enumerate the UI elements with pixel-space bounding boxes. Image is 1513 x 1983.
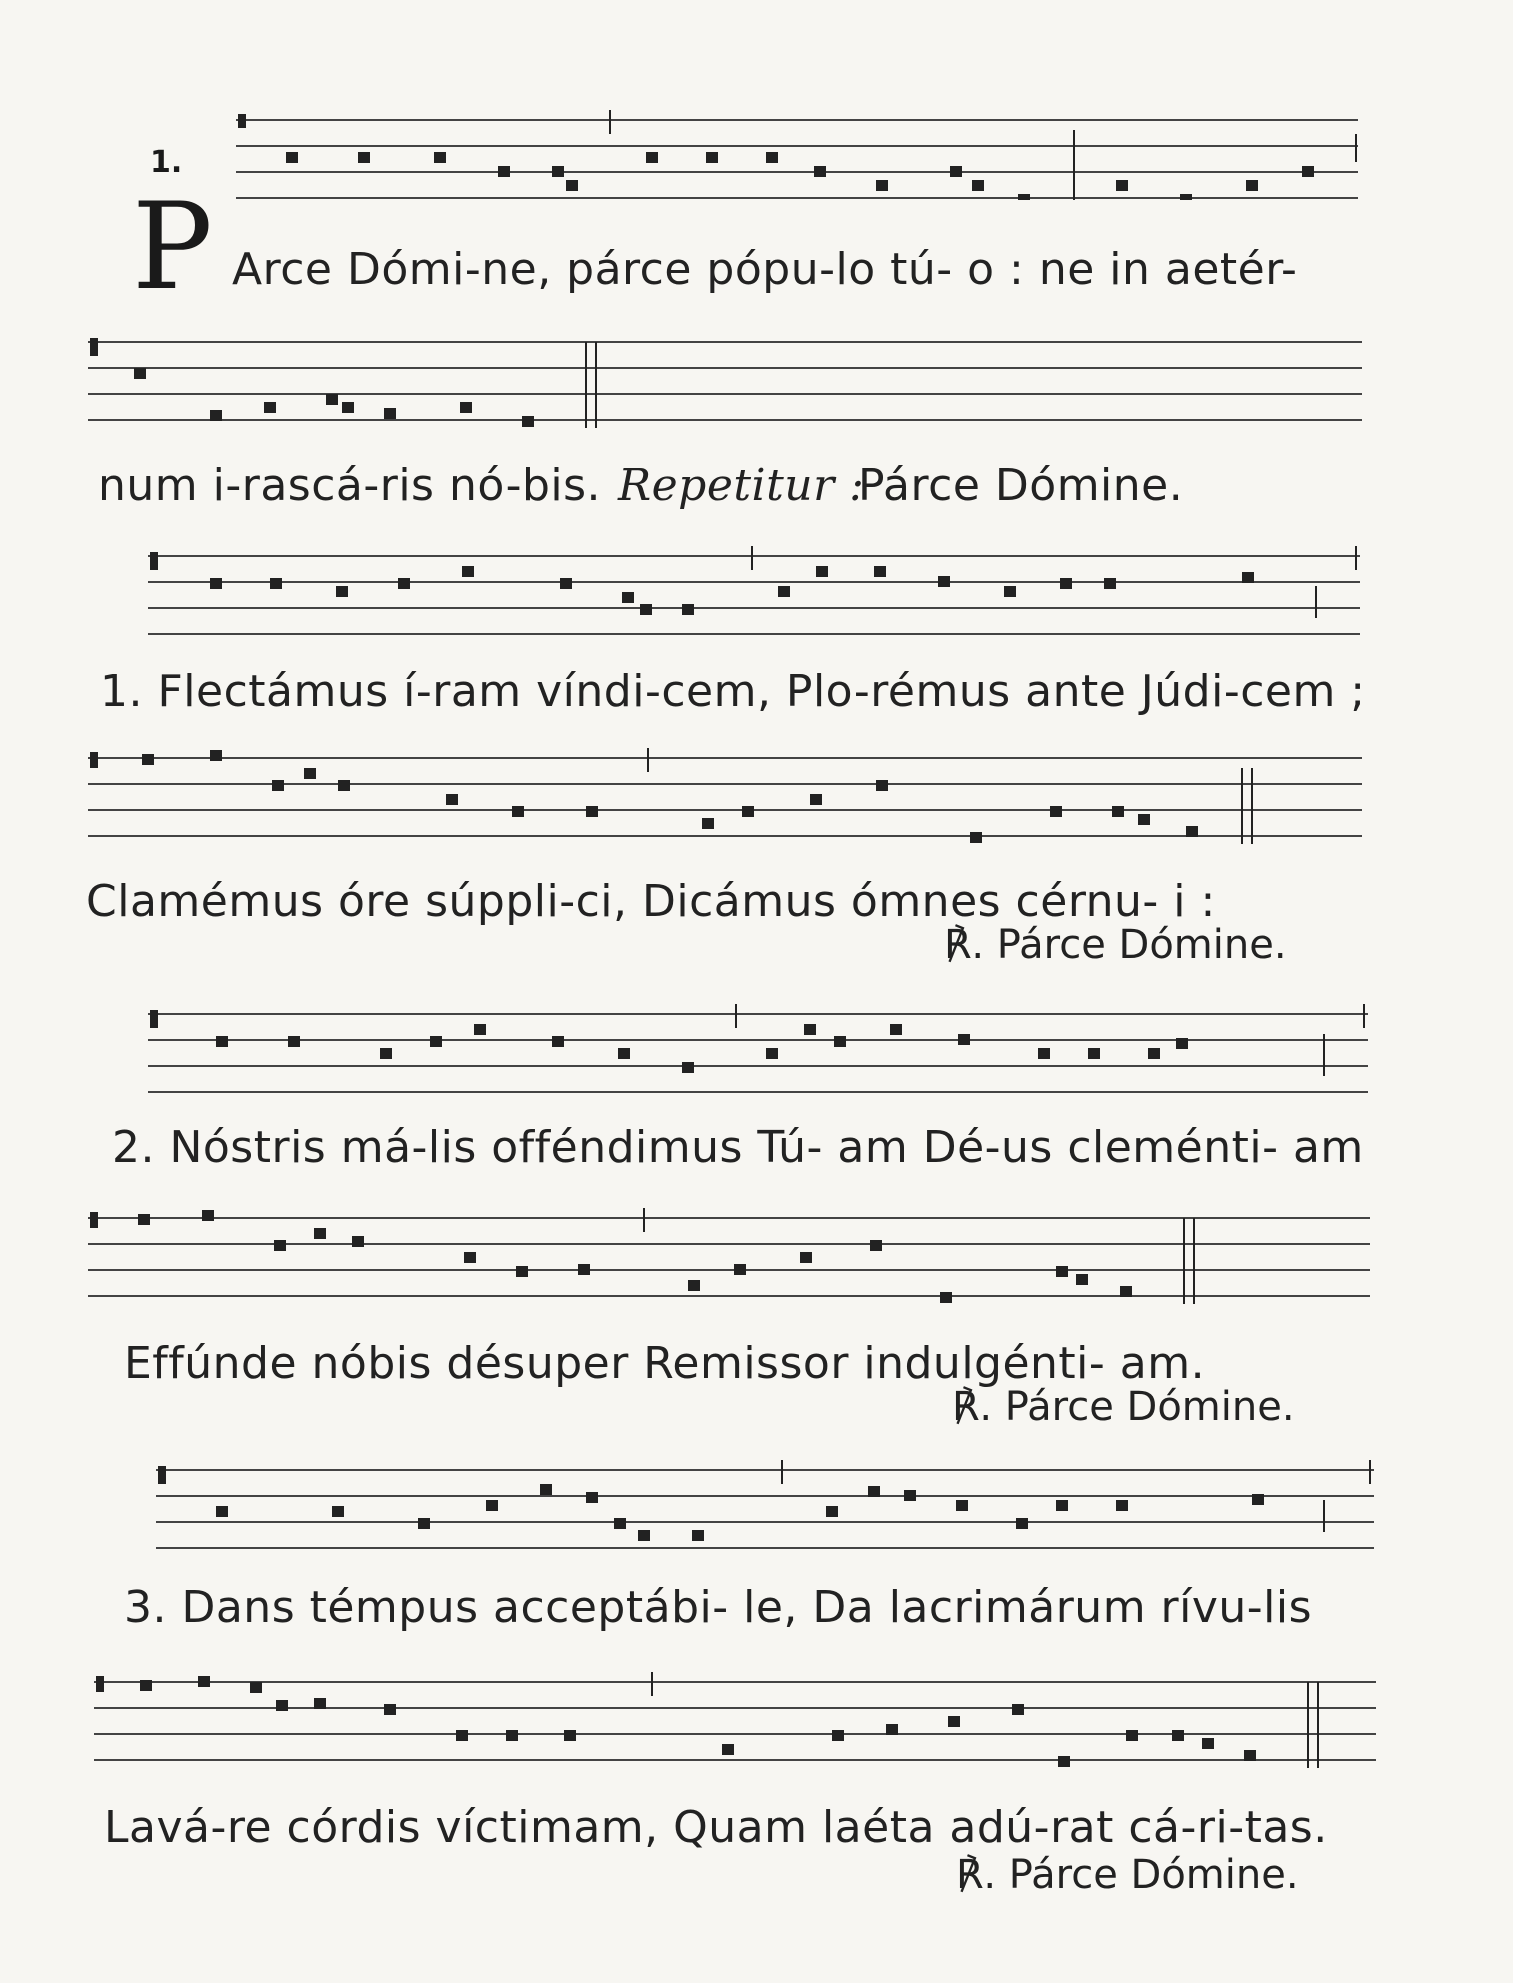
verse-2-lyric-line-1: 2. Nóstris má-lis offéndimus Tú- am Dé-us cleménti- am [112, 1122, 1364, 1173]
staff-verse-2-a [148, 1004, 1368, 1086]
verse-1-response: ℟. Párce Dómine. [944, 922, 1287, 968]
staff-antiphon-2 [88, 332, 1362, 414]
repetitur-label: Repetitur : [618, 460, 865, 511]
staff-verse-1-b [88, 748, 1362, 830]
staff-verse-3-a [156, 1460, 1374, 1542]
verse-1-lyric-line-1: 1. Flectámus í-ram víndi-cem, Plo-rémus ante Júdi-cem ; [100, 666, 1366, 717]
staff-lines-icon [94, 1672, 1376, 1772]
initial-letter: P [132, 178, 213, 317]
staff-lines-icon [156, 1460, 1374, 1560]
staff-verse-1-a [148, 546, 1360, 628]
staff-verse-3-b [94, 1672, 1376, 1754]
verse-3-lyric-line-2: Lavá-re córdis víctimam, Quam laéta adú-rat cá-ri-tas. [104, 1802, 1328, 1853]
repetitur-text: Párce Dómine. [858, 460, 1184, 511]
staff-lines-icon [236, 110, 1358, 200]
verse-3-lyric-line-1: 3. Dans témpus acceptábi- le, Da lacrimárum rívu-lis [124, 1582, 1313, 1633]
staff-verse-2-b [88, 1208, 1370, 1290]
verse-2-response: ℟. Párce Dómine. [952, 1384, 1295, 1430]
staff-lines-icon [148, 546, 1360, 646]
staff-antiphon-1 [236, 110, 1358, 192]
antiphon-number: 1. [150, 145, 183, 180]
verse-2-lyric-line-2: Effúnde nóbis désuper Remissor indulgénti- am. [124, 1338, 1206, 1389]
antiphon-lyric-line-2: num i-rascá-ris nó-bis. [98, 460, 602, 511]
staff-lines-icon [88, 332, 1362, 432]
verse-1-lyric-line-2: Clamémus óre súppli-ci, Dicámus ómnes cérnu- i : [86, 876, 1216, 927]
staff-lines-icon [88, 748, 1362, 848]
verse-3-response: ℟. Párce Dómine. [956, 1852, 1299, 1898]
staff-lines-icon [88, 1208, 1370, 1308]
antiphon-lyric-line-1: Arce Dómi-ne, párce pópu-lo tú- o : ne in aetér- [232, 244, 1298, 295]
staff-lines-icon [148, 1004, 1368, 1104]
